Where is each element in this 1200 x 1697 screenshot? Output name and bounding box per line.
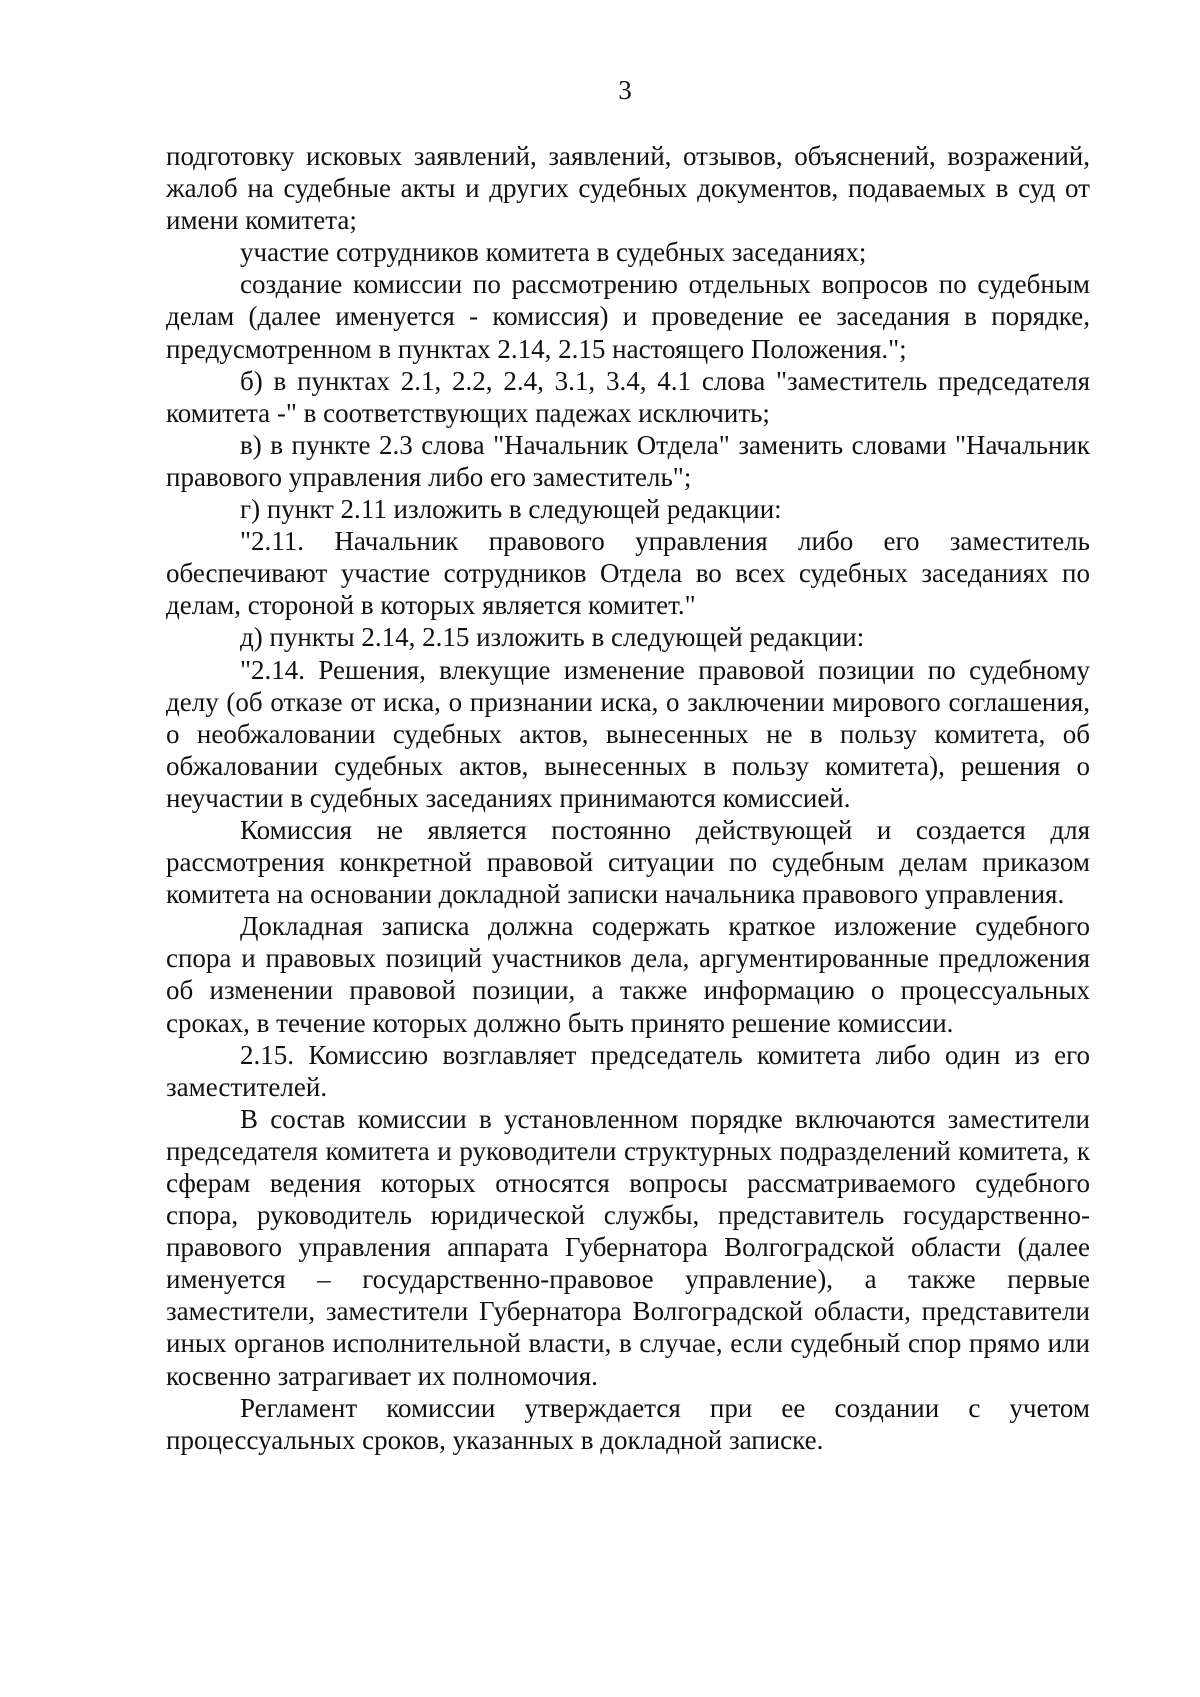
paragraph: г) пункт 2.11 изложить в следующей редакции:: [240, 494, 782, 525]
document-body: [166, 140, 1090, 1456]
paragraph-continuation: подготовку исковых заявлений, заявлений, отзывов, объяснений, возражений, жалоб на судебные акты и других судебных документов, подаваемых в суд от имени комитета;: [166, 141, 1090, 236]
paragraph: Комиссия не является постоянно действующей и создается для рассмотрения конкретной правовой ситуации по судебным делам приказом комитета на основании докладной записки начальника правового управления.: [166, 814, 1090, 910]
page-number: 3: [618, 75, 632, 105]
paragraph: создание комиссии по рассмотрению отдельных вопросов по судебным делам (далее именуется - комиссия) и проведение ее заседания в порядке, предусмотренном в пунктах 2.14, 2.15 настоящего Положения.";: [166, 269, 1090, 364]
paragraph: 2.15. Комиссию возглавляет председатель комитета либо один из его заместителей.: [166, 1039, 1090, 1102]
paragraph: в) в пункте 2.3 слова "Начальник Отдела" заменить словами "Начальник правового управления либо его заместитель";: [166, 429, 1090, 492]
paragraph: участие сотрудников комитета в судебных заседаниях;: [240, 237, 867, 268]
paragraph: "2.14. Решения, влекущие изменение правовой позиции по судебному делу (об отказе от иска, о признании иска, о заключении мирового соглашения, о необжаловании судебных актов, вынесенных не в пользу комитета, об обжаловании судебных актов, вынесенных в пользу комитета), решения о неучастии в судебных заседаниях принимаются комиссией.: [166, 654, 1090, 813]
paragraph: В состав комиссии в установленном порядке включаются заместители председателя комитета и руководители структурных подразделений комитета, к сферам ведения которых относятся вопросы рассматриваемого судебного спора, руководитель юридической службы, представитель государственно-правового управления аппарата Губернатора Волгоградской области (далее именуется – государственно-правовое управление), а также первые заместители, заместители Губернатора Волгоградской области, представители иных органов исполнительной власти, в случае, если судебный спор прямо или косвенно затрагивает их полномочия.: [166, 1103, 1090, 1391]
paragraph: д) пункты 2.14, 2.15 изложить в следующей редакции:: [240, 622, 865, 653]
paragraph: Регламент комиссии утверждается при ее создании с учетом процессуальных сроков, указанных в докладной записке.: [166, 1392, 1090, 1455]
paragraph: б) в пунктах 2.1, 2.2, 2.4, 3.1, 3.4, 4.1 слова "заместитель председателя комитета -" в соответствующих падежах исключить;: [166, 365, 1090, 428]
paragraph: Докладная записка должна содержать краткое изложение судебного спора и правовых позиций участников дела, аргументированные предложения об изменении правовой позиции, а также информацию о процессуальных сроках, в течение которых должно быть принято решение комиссии.: [166, 911, 1090, 1038]
paragraph: "2.11. Начальник правового управления либо его заместитель обеспечивают участие сотрудников Отдела во всех судебных заседаниях по делам, стороной в которых является комитет.": [166, 526, 1090, 621]
